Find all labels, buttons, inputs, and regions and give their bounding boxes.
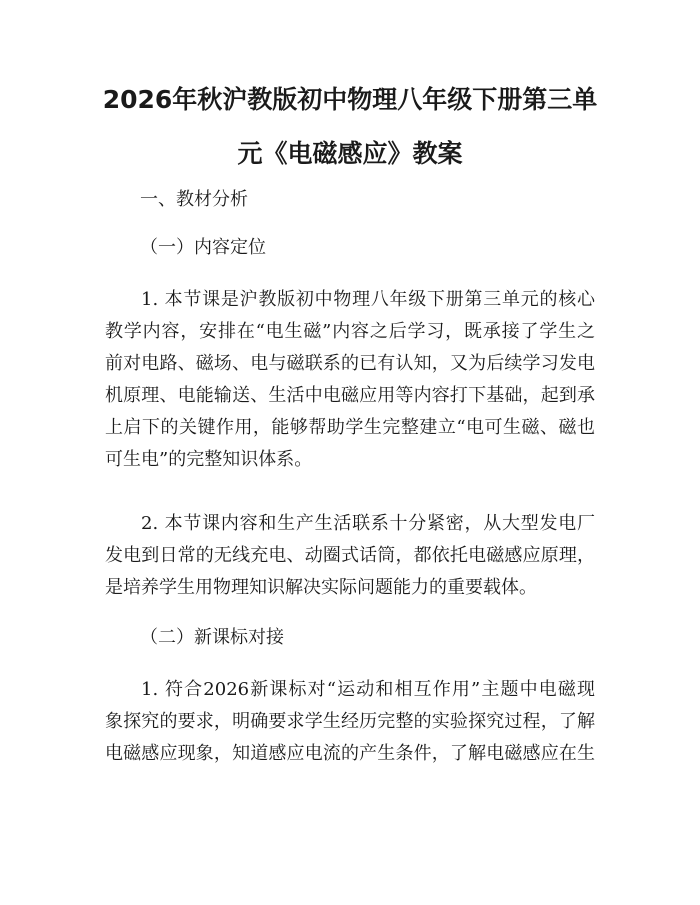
paragraph-1-line: 教学内容，安排在“电生磁”内容之后学习，既承接了学生之 [105,321,595,342]
paragraph-1-line: 1. 本节课是沪教版初中物理八年级下册第三单元的核心 [141,289,595,310]
section-heading-textbook-analysis: 一、教材分析 [140,189,248,210]
subsection-heading-curriculum-alignment: （二）新课标对接 [140,627,284,648]
paragraph-2-line: 是培养学生用物理知识解决实际问题能力的重要载体。 [105,577,537,598]
paragraph-1-line: 上启下的关键作用，能够帮助学生完整建立“电可生磁、磁也 [105,417,595,438]
paragraph-2-line: 发电到日常的无线充电、动圈式话筒，都依托电磁感应原理， [105,545,595,566]
paragraph-3 [105,674,595,770]
subsection-heading-content-positioning: （一）内容定位 [140,237,266,258]
paragraph-2-line: 2. 本节课内容和生产生活联系十分紧密，从大型发电厂 [141,513,595,534]
paragraph-1 [105,284,595,476]
paragraph-3-line: 象探究的要求，明确要求学生经历完整的实验探究过程，了解 [105,711,595,732]
paragraph-3-line: 电磁感应现象，知道感应电流的产生条件，了解电磁感应在生 [105,743,595,764]
paragraph-1-line: 可生电”的完整知识体系。 [105,449,313,470]
paragraph-1-line: 前对电路、磁场、电与磁联系的已有认知，又为后续学习发电 [105,353,595,374]
document-title-line-2: 元《电磁感应》教案 [237,139,463,168]
paragraph-2 [105,508,595,604]
paragraph-1-line: 机原理、电能输送、生活中电磁应用等内容打下基础，起到承 [105,385,595,406]
paragraph-3-line: 1. 符合2026新课标对“运动和相互作用”主题中电磁现 [141,679,595,700]
document-title-line-1: 2026年秋沪教版初中物理八年级下册第三单 [102,85,598,114]
